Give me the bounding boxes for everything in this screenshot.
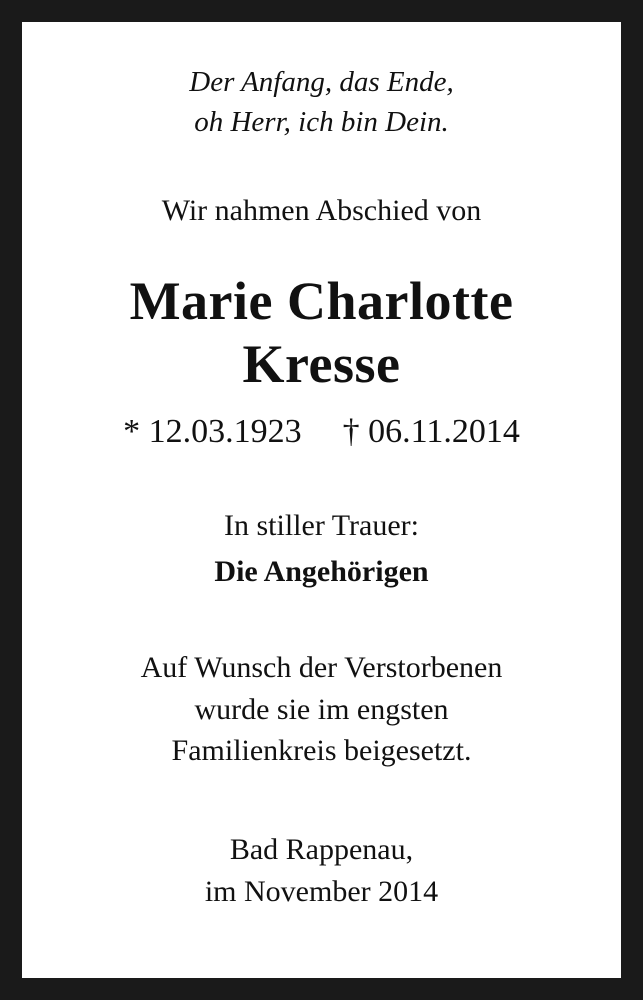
- date-line: im November 2014: [204, 874, 439, 908]
- burial-wish-line-1: Auf Wunsch der Verstorbenen: [140, 651, 503, 685]
- farewell-intro: Wir nahmen Abschied von: [161, 194, 482, 228]
- mourning-label: In stiller Trauer:: [224, 509, 419, 543]
- deceased-name-line-1: Marie Charlotte: [129, 271, 514, 332]
- place-line: Bad Rappenau,: [229, 833, 414, 867]
- verse-block: [189, 62, 453, 142]
- life-dates: [123, 413, 520, 451]
- burial-wish-line-3: Familienkreis beigesetzt.: [171, 734, 472, 768]
- obituary-card: [22, 22, 621, 978]
- place-and-date: [205, 829, 438, 912]
- deceased-name: [130, 270, 514, 395]
- death-date: † 06.11.2014: [342, 413, 520, 451]
- verse-line-2: oh Herr, ich bin Dein.: [194, 106, 449, 139]
- deceased-name-line-2: Kresse: [242, 333, 401, 394]
- birth-date: * 12.03.1923: [123, 413, 302, 451]
- burial-wish-line-2: wurde sie im engsten: [194, 692, 449, 726]
- burial-wish: [141, 647, 503, 771]
- verse-line-1: Der Anfang, das Ende,: [189, 66, 454, 98]
- mourning-who: Die Angehörigen: [214, 555, 429, 589]
